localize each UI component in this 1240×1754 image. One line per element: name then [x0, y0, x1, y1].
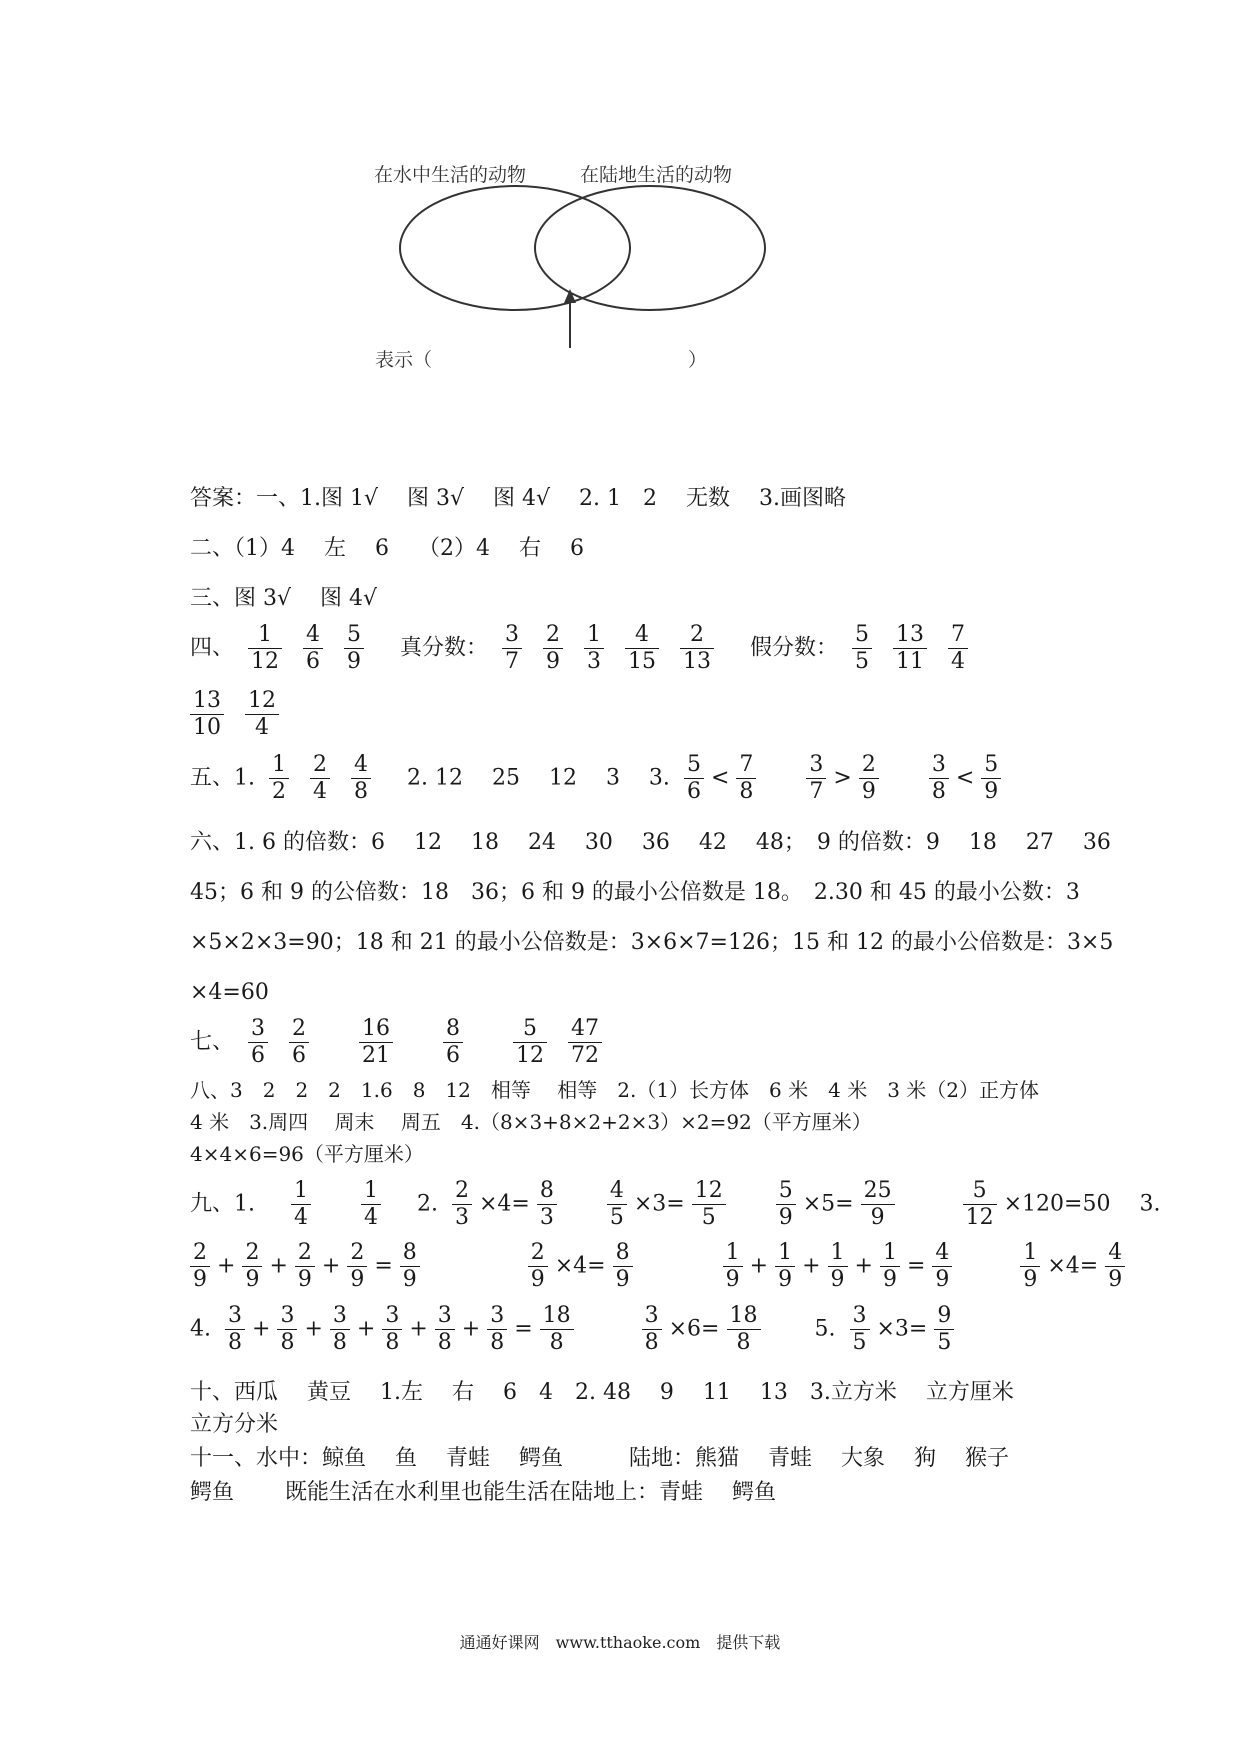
answer-line-11b: 鳄鱼 既能生活在水利里也能生活在陆地上：青蛙 鳄鱼	[190, 1480, 776, 1505]
answer-line-1: 答案：一、1.图 1√ 图 3√ 图 4√ 2. 1 2 无数 3.画图略	[190, 486, 846, 511]
answer-line-6a: 六、1. 6 的倍数：6 12 18 24 30 36 42 48； 9 的倍数：9 18 27 36	[190, 830, 1111, 855]
venn-diagram	[360, 185, 780, 355]
answer-line-10a: 十、西瓜 黄豆 1.左 右 6 4 2. 48 9 11 13 3.立方米 立方厘米	[190, 1380, 1014, 1405]
answer-line-11a: 十一、水中：鲸鱼 鱼 青蛙 鳄鱼 陆地：熊猫 青蛙 大象 狗 猴子	[190, 1446, 1009, 1471]
water-ellipse	[400, 186, 630, 310]
answer-line-3: 三、图 3√ 图 4√	[190, 586, 378, 611]
section-9-row-1: 九、1. $\frac{1}{4}$ $\frac{1}{4}$ 2. $\frac{2}{3}$ ×4= $\frac{8}{3}$ $\frac{4}{5}$ ×3= $\frac{12}{5}$ $\frac{5}{9}$ ×5= $\frac{25}{9}$ $\frac{5}{12}$ ×120=50 3.	[190, 1178, 1161, 1230]
section-4-row-2: $\frac{13}{10}$ $\frac{12}{4}$	[183, 688, 286, 741]
land-animals-label: 在陆地生活的动物	[580, 164, 733, 186]
section-9-row-2: $\frac{2}{9}$ + $\frac{2}{9}$ + $\frac{2}{9}$ + $\frac{2}{9}$ = $\frac{8}{9}$ $\frac{2}{9}$ ×4= $\frac{8}{9}$ $\frac{1}{9}$ + $\frac{1}{9}$ + $\frac{1}{9}$ + $\frac{1}{9}$ = $\frac{4}{9}$ $\frac{1}{9}$ ×4= $\frac{4}{9}$	[183, 1240, 1132, 1293]
answer-line-8b: 4 米 3.周四 周末 周五 4.（8×3+8×2+2×3）×2=92（平方厘米）	[190, 1110, 872, 1134]
answer-line-6c: ×5×2×3=90；18 和 21 的最小公倍数是：3×6×7=126；15 和 12 的最小公倍数是：3×5	[190, 930, 1114, 955]
venn-caption-close: ）	[688, 349, 708, 371]
answer-line-2: 二、（1）4 左 6 （2）4 右 6	[190, 536, 584, 561]
answer-line-8c: 4×4×6=96（平方厘米）	[190, 1142, 424, 1166]
answer-line-6b: 45；6 和 9 的公倍数：18 36；6 和 9 的最小公倍数是 18。 2.30 和 45 的最小公数：3	[190, 880, 1080, 905]
water-animals-label: 在水中生活的动物	[374, 164, 527, 186]
section-4-row-1: 四、 $\frac{1}{12}$ $\frac{4}{6}$ $\frac{5}{9}$ 真分数： $\frac{3}{7}$ $\frac{2}{9}$ $\frac{1}{3}$ $\frac{4}{15}$ $\frac{2}{13}$ 假分数： $\frac{5}{5}$ $\frac{13}{11}$ $\frac{7}{4}$	[190, 622, 975, 675]
page-footer: 通通好课网 www.tthaoke.com 提供下载	[459, 1633, 781, 1652]
section-9-row-3: 4. $\frac{3}{8}$ + $\frac{3}{8}$ + $\frac{3}{8}$ + $\frac{3}{8}$ + $\frac{3}{8}$ + $\frac{3}{8}$ = $\frac{18}{8}$ $\frac{3}{8}$ ×6= $\frac{18}{8}$ 5. $\frac{3}{5}$ ×3= $\frac{9}{5}$	[190, 1303, 961, 1356]
section-5: 五、1. $\frac{1}{2}$ $\frac{2}{4}$ $\frac{4}{8}$ 2. 12 25 12 3 3. $\frac{5}{6}$ < $\frac{7}{8}$ $\frac{3}{7}$ > $\frac{2}{9}$ $\frac{3}{8}$ < $\frac{5}{9}$	[190, 752, 1008, 805]
section-7: 七、 $\frac{3}{6}$ $\frac{2}{6}$ $\frac{16}{21}$ $\frac{8}{6}$ $\frac{5}{12}$ $\frac{47}{72}$	[190, 1016, 609, 1069]
answer-line-6d: ×4=60	[190, 980, 269, 1005]
answer-line-10b: 立方分米	[190, 1412, 279, 1437]
venn-caption-open: 表示（	[375, 349, 433, 371]
answer-line-8a: 八、3 2 2 2 1.6 8 12 相等 相等 2.（1）长方体 6 米 4 米 3 米（2）正方体	[190, 1078, 1040, 1102]
